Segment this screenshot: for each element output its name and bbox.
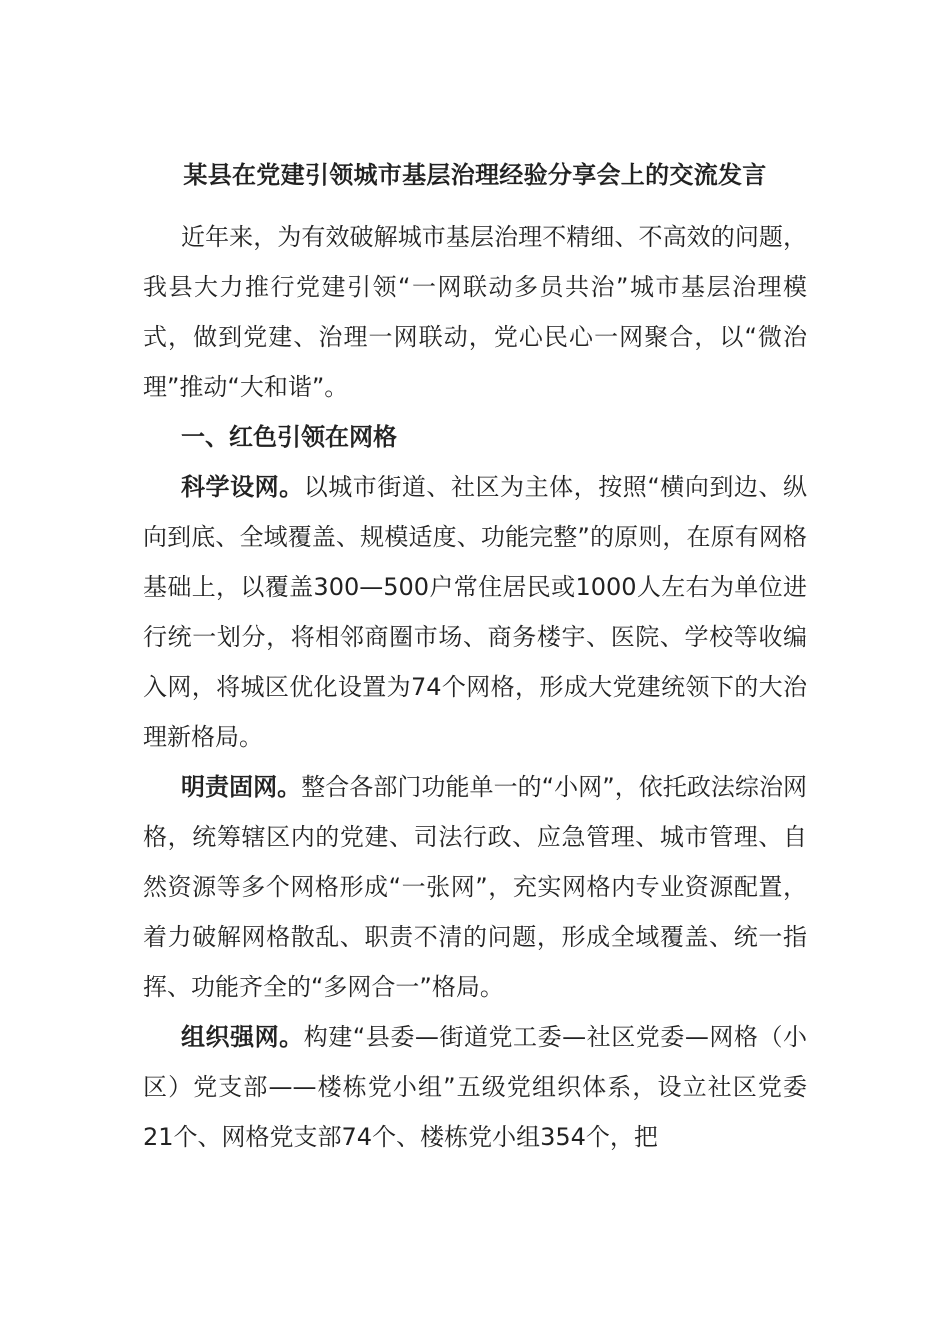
paragraph-lead: 组织强网。: [181, 1023, 304, 1051]
paragraph-body: 整合各部门功能单一的“小网”，依托政法综治网格，统筹辖区内的党建、司法行政、应急管理、城市管理、自然资源等多个网格形成“一张网”，充实网格内专业资源配置，着力破解网格散乱、职责不清的问题，形成全域覆盖、统一指挥、功能齐全的“多网合一”格局。: [143, 773, 807, 1001]
paragraph-lead: 明责固网。: [181, 773, 302, 801]
paragraph-organization-grid: [143, 1012, 807, 1162]
paragraph-body: 以城市街道、社区为主体，按照“横向到边、纵向到底、全域覆盖、规模适度、功能完整”的原则，在原有网格基础上，以覆盖300—500户常住居民或1000人左右为单位进行统一划分，将相邻商圈市场、商务楼宇、医院、学校等收编入网，将城区优化设置为74个网格，形成大党建统领下的大治理新格局。: [143, 473, 808, 751]
paragraph-responsibility-grid: [143, 762, 807, 1012]
section-heading: 一、红色引领在网格: [181, 423, 397, 451]
paragraph-body: 构建“县委—街道党工委—社区党委—网格（小区）党支部——楼栋党小组”五级党组织体系，设立社区党委21个、网格党支部74个、楼栋党小组354个，把: [143, 1023, 808, 1151]
document-title: 某县在党建引领城市基层治理经验分享会上的交流发言: [183, 161, 767, 189]
paragraph-lead: 科学设网。: [181, 473, 304, 501]
intro-paragraph: 近年来，为有效破解城市基层治理不精细、不高效的问题，我县大力推行党建引领“一网联动多员共治”城市基层治理模式，做到党建、治理一网联动，党心民心一网聚合，以“微治理”推动“大和谐”。: [143, 223, 807, 401]
paragraph-scientific-grid: [143, 462, 807, 762]
